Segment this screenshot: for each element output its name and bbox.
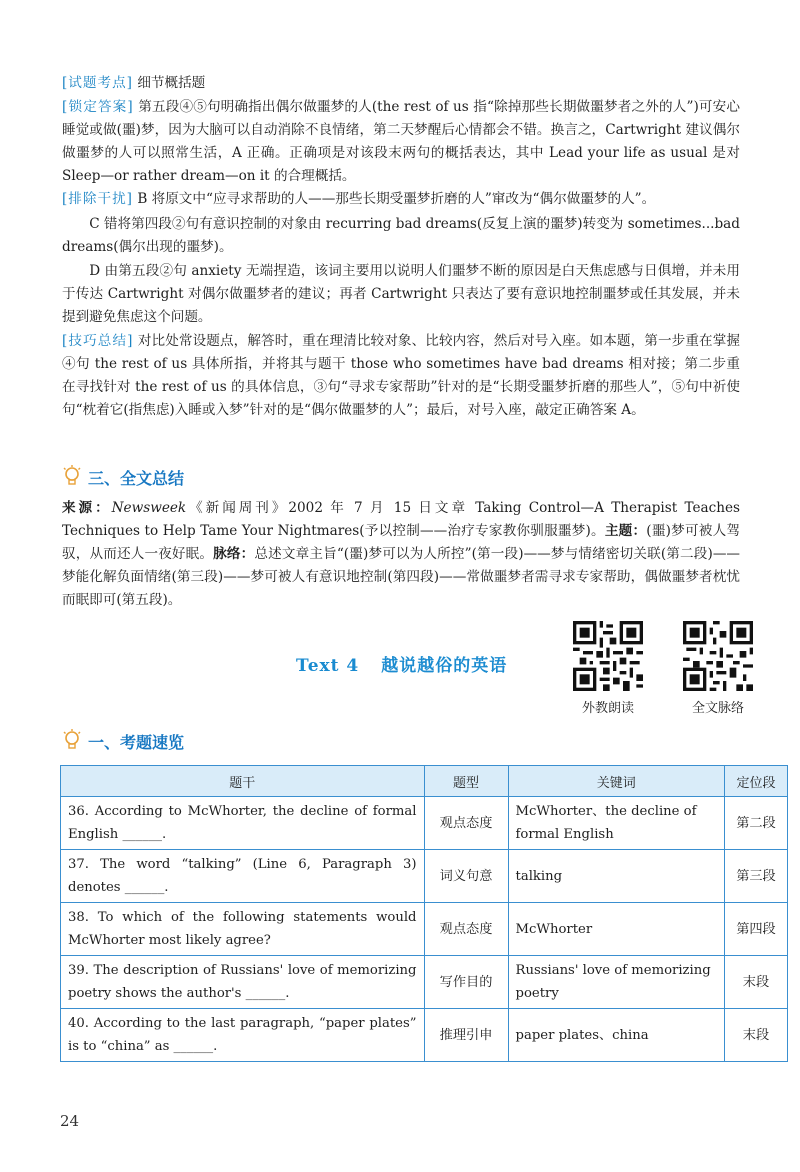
- tag-exclude: [排除干扰]: [62, 191, 133, 207]
- question-location: 末段: [724, 956, 787, 1009]
- question-type: 推理引申: [424, 1009, 508, 1062]
- qr-code-reading[interactable]: [573, 621, 643, 691]
- lightbulb-icon: [62, 729, 82, 753]
- question-keywords: paper plates、china: [508, 1009, 724, 1062]
- page-number: 24: [60, 1112, 80, 1130]
- answer-paragraph: [62, 96, 740, 188]
- exclude-d-paragraph: D 由第五段②句 anxiety 无端捏造，该词主要用以说明人们噩梦不断的原因是白天焦虑感与日俱增，并未用于传达 Cartwright 对偶尔做噩梦者的建议；再者 Cartwright 只表达了要有意识地控制噩梦或任其发展，并未提到避免焦虑这个问题。: [62, 263, 740, 325]
- qr-label-reading: 外教朗读: [581, 701, 634, 716]
- answer-text: 第五段④⑤句明确指出偶尔做噩梦的人(the rest of us 指“除掉那些长期做噩梦者之外的人”)可安心睡觉或做(噩)梦，因为大脑可以自动消除不良情绪，第二天梦醒后心情都会不错。换言之，Cartwright 建议偶尔做噩梦的人可以照常生活，A 正确。正确项是对该段末两句的概括表达，其中 Lead your life as usual 是对 Sleep—or rather dream—on it 的合理概括。: [62, 99, 740, 184]
- question-overview-table: [60, 765, 788, 1062]
- summary-paragraph: [62, 497, 740, 612]
- tips-paragraph: [62, 330, 740, 422]
- question-keywords: McWhorter: [508, 903, 724, 956]
- exclude-c-paragraph: C 错将第四段②句有意识控制的对象由 recurring bad dreams(反复上演的噩梦)转变为 sometimes...bad dreams(偶尔出现的噩梦)。: [62, 216, 740, 255]
- column-header-keywords: 关键词: [508, 766, 724, 797]
- thread-label: 脉络：: [213, 546, 255, 562]
- text4-label: Text 4: [296, 656, 360, 676]
- theme-text: (噩)梦可被人驾驭，从而还人一夜好眠。: [62, 523, 740, 562]
- table-row: [61, 903, 788, 956]
- summary-heading-text: 三、全文总结: [88, 468, 185, 488]
- source-magazine: Newsweek: [111, 500, 187, 516]
- exclude-b-paragraph: [62, 188, 740, 211]
- question-stem: 37. The word “talking” (Line 6, Paragraph 3) denotes ______.: [61, 850, 425, 903]
- tag-exam-point: [试题考点]: [62, 75, 133, 91]
- tag-answer: [锁定答案]: [62, 99, 134, 115]
- table-header-row: [61, 766, 788, 797]
- question-location: 末段: [724, 1009, 787, 1062]
- question-location: 第三段: [724, 850, 787, 903]
- table-row: [61, 850, 788, 903]
- text4-name: 越说越俗的英语: [381, 656, 508, 676]
- question-location: 第二段: [724, 797, 787, 850]
- qr-code-outline[interactable]: [683, 621, 753, 691]
- question-location: 第四段: [724, 903, 787, 956]
- question-keywords: McWhorter、the decline of formal English: [508, 797, 724, 850]
- question-keywords: Russians' love of memorizing poetry: [508, 956, 724, 1009]
- question-type: 词义句意: [424, 850, 508, 903]
- lightbulb-icon: [62, 465, 82, 489]
- question-keywords: talking: [508, 850, 724, 903]
- theme-label: 主题：: [604, 523, 647, 539]
- exclude-b-text: B 将原文中“应寻求帮助的人——那些长期受噩梦折磨的人”窜改为“偶尔做噩梦的人”。: [137, 191, 656, 207]
- tips-text: 对比处常设题点，解答时，重在理清比较对象、比较内容，然后对号入座。如本题，第一步重在掌握④句 the rest of us 具体所指，并将其与题干 those who sometimes have bad dreams 相对接；第二步重在寻找针对 the rest of us 的具体信息，③句“寻求专家帮助”针对的是“长期受噩梦折磨的那些人”，⑤句中祈使句“枕着它(指焦虑)入睡或入梦”针对的是“偶尔做噩梦的人”；最后，对号入座，敲定正确答案 A。: [62, 333, 741, 418]
- summary-heading: [62, 464, 184, 490]
- overview-heading-text: 一、考题速览: [88, 732, 185, 752]
- tag-tips: [技巧总结]: [62, 333, 134, 349]
- question-stem: 36. According to McWhorter, the decline of formal English ______.: [61, 797, 425, 850]
- source-text: 《新闻周刊》2002 年 7 月 15 日文章 Taking Control—A Therapist Teaches Techniques to Help Tame Your Nightmares(予以控制——治疗专家教你驯服噩梦)。: [62, 500, 740, 539]
- column-header-stem: 题干: [61, 766, 425, 797]
- qr-label-outline: 全文脉络: [691, 701, 744, 716]
- table-row: [61, 797, 788, 850]
- thread-text: 总述文章主旨“(噩)梦可以为人所控”(第一段)——梦与情绪密切关联(第二段)——梦能化解负面情绪(第三段)——梦可被人有意识地控制(第四段)——常做噩梦者需寻求专家帮助，偶做噩梦者枕忧而眠即可(第五段)。: [62, 546, 741, 608]
- question-stem: 40. According to the last paragraph, “paper plates” is to “china” as ______.: [61, 1009, 425, 1062]
- source-label: 来源：: [62, 500, 112, 516]
- column-header-location: 定位段: [724, 766, 787, 797]
- text4-title: [296, 651, 507, 676]
- question-type: 写作目的: [424, 956, 508, 1009]
- exam-point-line: [62, 72, 740, 95]
- column-header-type: 题型: [424, 766, 508, 797]
- question-type: 观点态度: [424, 797, 508, 850]
- exam-point-text: 细节概括题: [137, 75, 206, 91]
- question-stem: 38. To which of the following statements would McWhorter most likely agree?: [61, 903, 425, 956]
- table-row: [61, 1009, 788, 1062]
- overview-heading: [62, 728, 184, 754]
- question-type: 观点态度: [424, 903, 508, 956]
- table-row: [61, 956, 788, 1009]
- question-stem: 39. The description of Russians' love of memorizing poetry shows the author's ______.: [61, 956, 425, 1009]
